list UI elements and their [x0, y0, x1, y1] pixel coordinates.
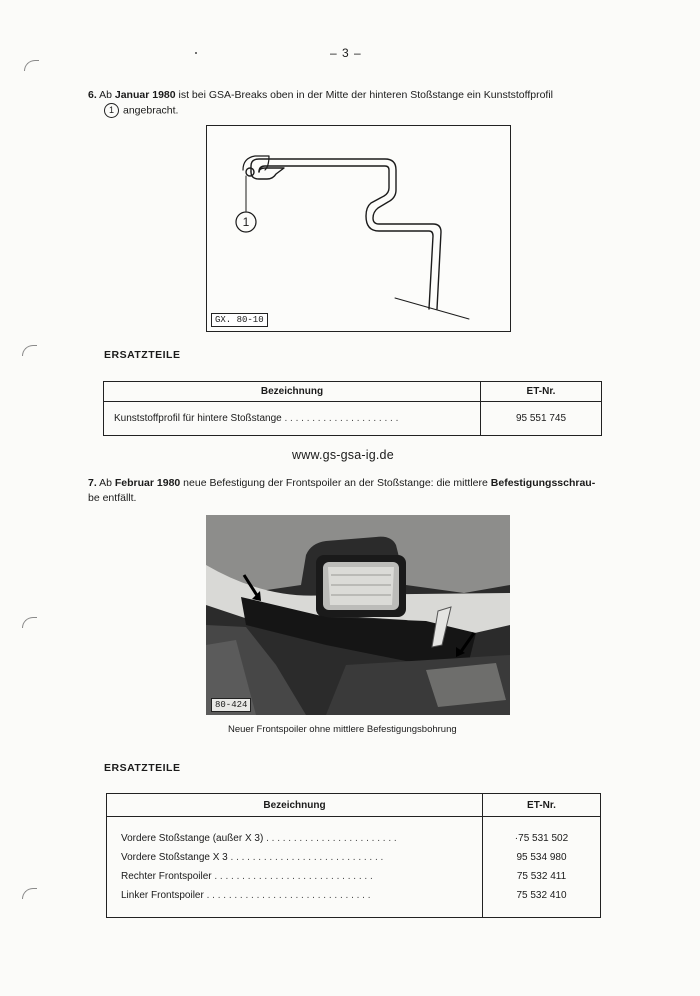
- dot-leader: . . . . . . . . . . . . . . . . . . . . . . . .: [263, 833, 397, 844]
- column-header-designation: Bezeichnung: [104, 382, 481, 402]
- part-name: Linker Frontspoiler: [121, 890, 204, 901]
- list-item: [121, 848, 482, 867]
- drawing-callout-number: 1: [242, 215, 250, 229]
- item-6-text-b: ist bei GSA-Breaks oben in der Mitte der hinteren Stoßstange ein Kunststoffprofil: [178, 89, 554, 101]
- spare-parts-title-2: ERSATZTEILE: [104, 762, 181, 774]
- spare-parts-title-1: ERSATZTEILE: [104, 349, 181, 361]
- part-number: 75 532 410: [516, 890, 567, 901]
- page-number: – 3 –: [330, 46, 362, 60]
- part-number: 95 551 745: [481, 402, 602, 436]
- item-7-number: 7.: [88, 477, 97, 489]
- part-name: Kunststoffprofil für hintere Stoßstange: [114, 413, 282, 424]
- table-header-row: [107, 794, 601, 817]
- margin-mark: [22, 888, 37, 899]
- item-7-paragraph: [88, 476, 608, 506]
- column-header-designation: Bezeichnung: [107, 794, 483, 817]
- website-link[interactable]: www.gs-gsa-ig.de: [292, 448, 394, 462]
- drawing-reference-label: GX. 80-10: [211, 313, 268, 327]
- spare-parts-table-2: [106, 793, 601, 918]
- part-number: 75 532 411: [516, 871, 567, 882]
- part-name: Vordere Stoßstange X 3: [121, 852, 228, 863]
- item-7-text-a: Ab: [99, 477, 112, 489]
- list-item: [121, 867, 482, 886]
- dot-leader: . . . . . . . . . . . . . . . . . . . . . . . . . . . . . .: [203, 890, 371, 901]
- item-7-bold-word: Befestigungsschrau-: [490, 477, 596, 489]
- photo-reference-label: 80-424: [211, 698, 251, 712]
- column-header-part-number: ET-Nr.: [481, 382, 602, 402]
- dot-leader: . . . . . . . . . . . . . . . . . . . . . . . . . . . .: [227, 852, 384, 863]
- part-number-list: [483, 817, 601, 918]
- part-designation: [104, 402, 481, 436]
- part-designation-list: [107, 817, 483, 918]
- column-header-part-number: ET-Nr.: [483, 794, 601, 817]
- scan-dot: [195, 52, 197, 54]
- front-spoiler-photo: [206, 515, 510, 715]
- item-6-text-a: Ab: [99, 89, 112, 101]
- list-item: [121, 886, 482, 905]
- dot-leader: . . . . . . . . . . . . . . . . . . . . .: [281, 413, 399, 424]
- photo-illustration: [206, 515, 510, 715]
- item-6-text-c: angebracht.: [123, 104, 179, 117]
- item-7-text-c: be entfällt.: [88, 492, 137, 504]
- part-number: ·75 531 502: [514, 833, 569, 844]
- part-name: Rechter Frontspoiler: [121, 871, 212, 882]
- table-header-row: [104, 382, 602, 402]
- item-6-paragraph: [88, 88, 608, 118]
- margin-mark: [24, 60, 39, 71]
- technical-drawing: [206, 125, 511, 332]
- table-row: [104, 402, 602, 436]
- table-row: [107, 817, 601, 918]
- item-7-text-b: neue Befestigung der Frontspoiler an der Stoßstange: die mittlere: [183, 477, 488, 489]
- part-number: 95 534 980: [516, 852, 567, 863]
- photo-caption: Neuer Frontspoiler ohne mittlere Befestigungsbohrung: [228, 724, 457, 735]
- bumper-profile-drawing: [207, 126, 510, 331]
- list-item: [121, 829, 482, 848]
- item-6-number: 6.: [88, 89, 97, 101]
- margin-mark: [22, 345, 37, 356]
- margin-mark: [22, 617, 37, 628]
- callout-circle: 1: [104, 103, 119, 118]
- dot-leader: . . . . . . . . . . . . . . . . . . . . . . . . . . . . .: [211, 871, 373, 882]
- part-name: Vordere Stoßstange (außer X 3): [121, 833, 264, 844]
- item-6-date: Januar 1980: [114, 89, 176, 101]
- spare-parts-table-1: [103, 381, 602, 436]
- item-7-date: Februar 1980: [114, 477, 181, 489]
